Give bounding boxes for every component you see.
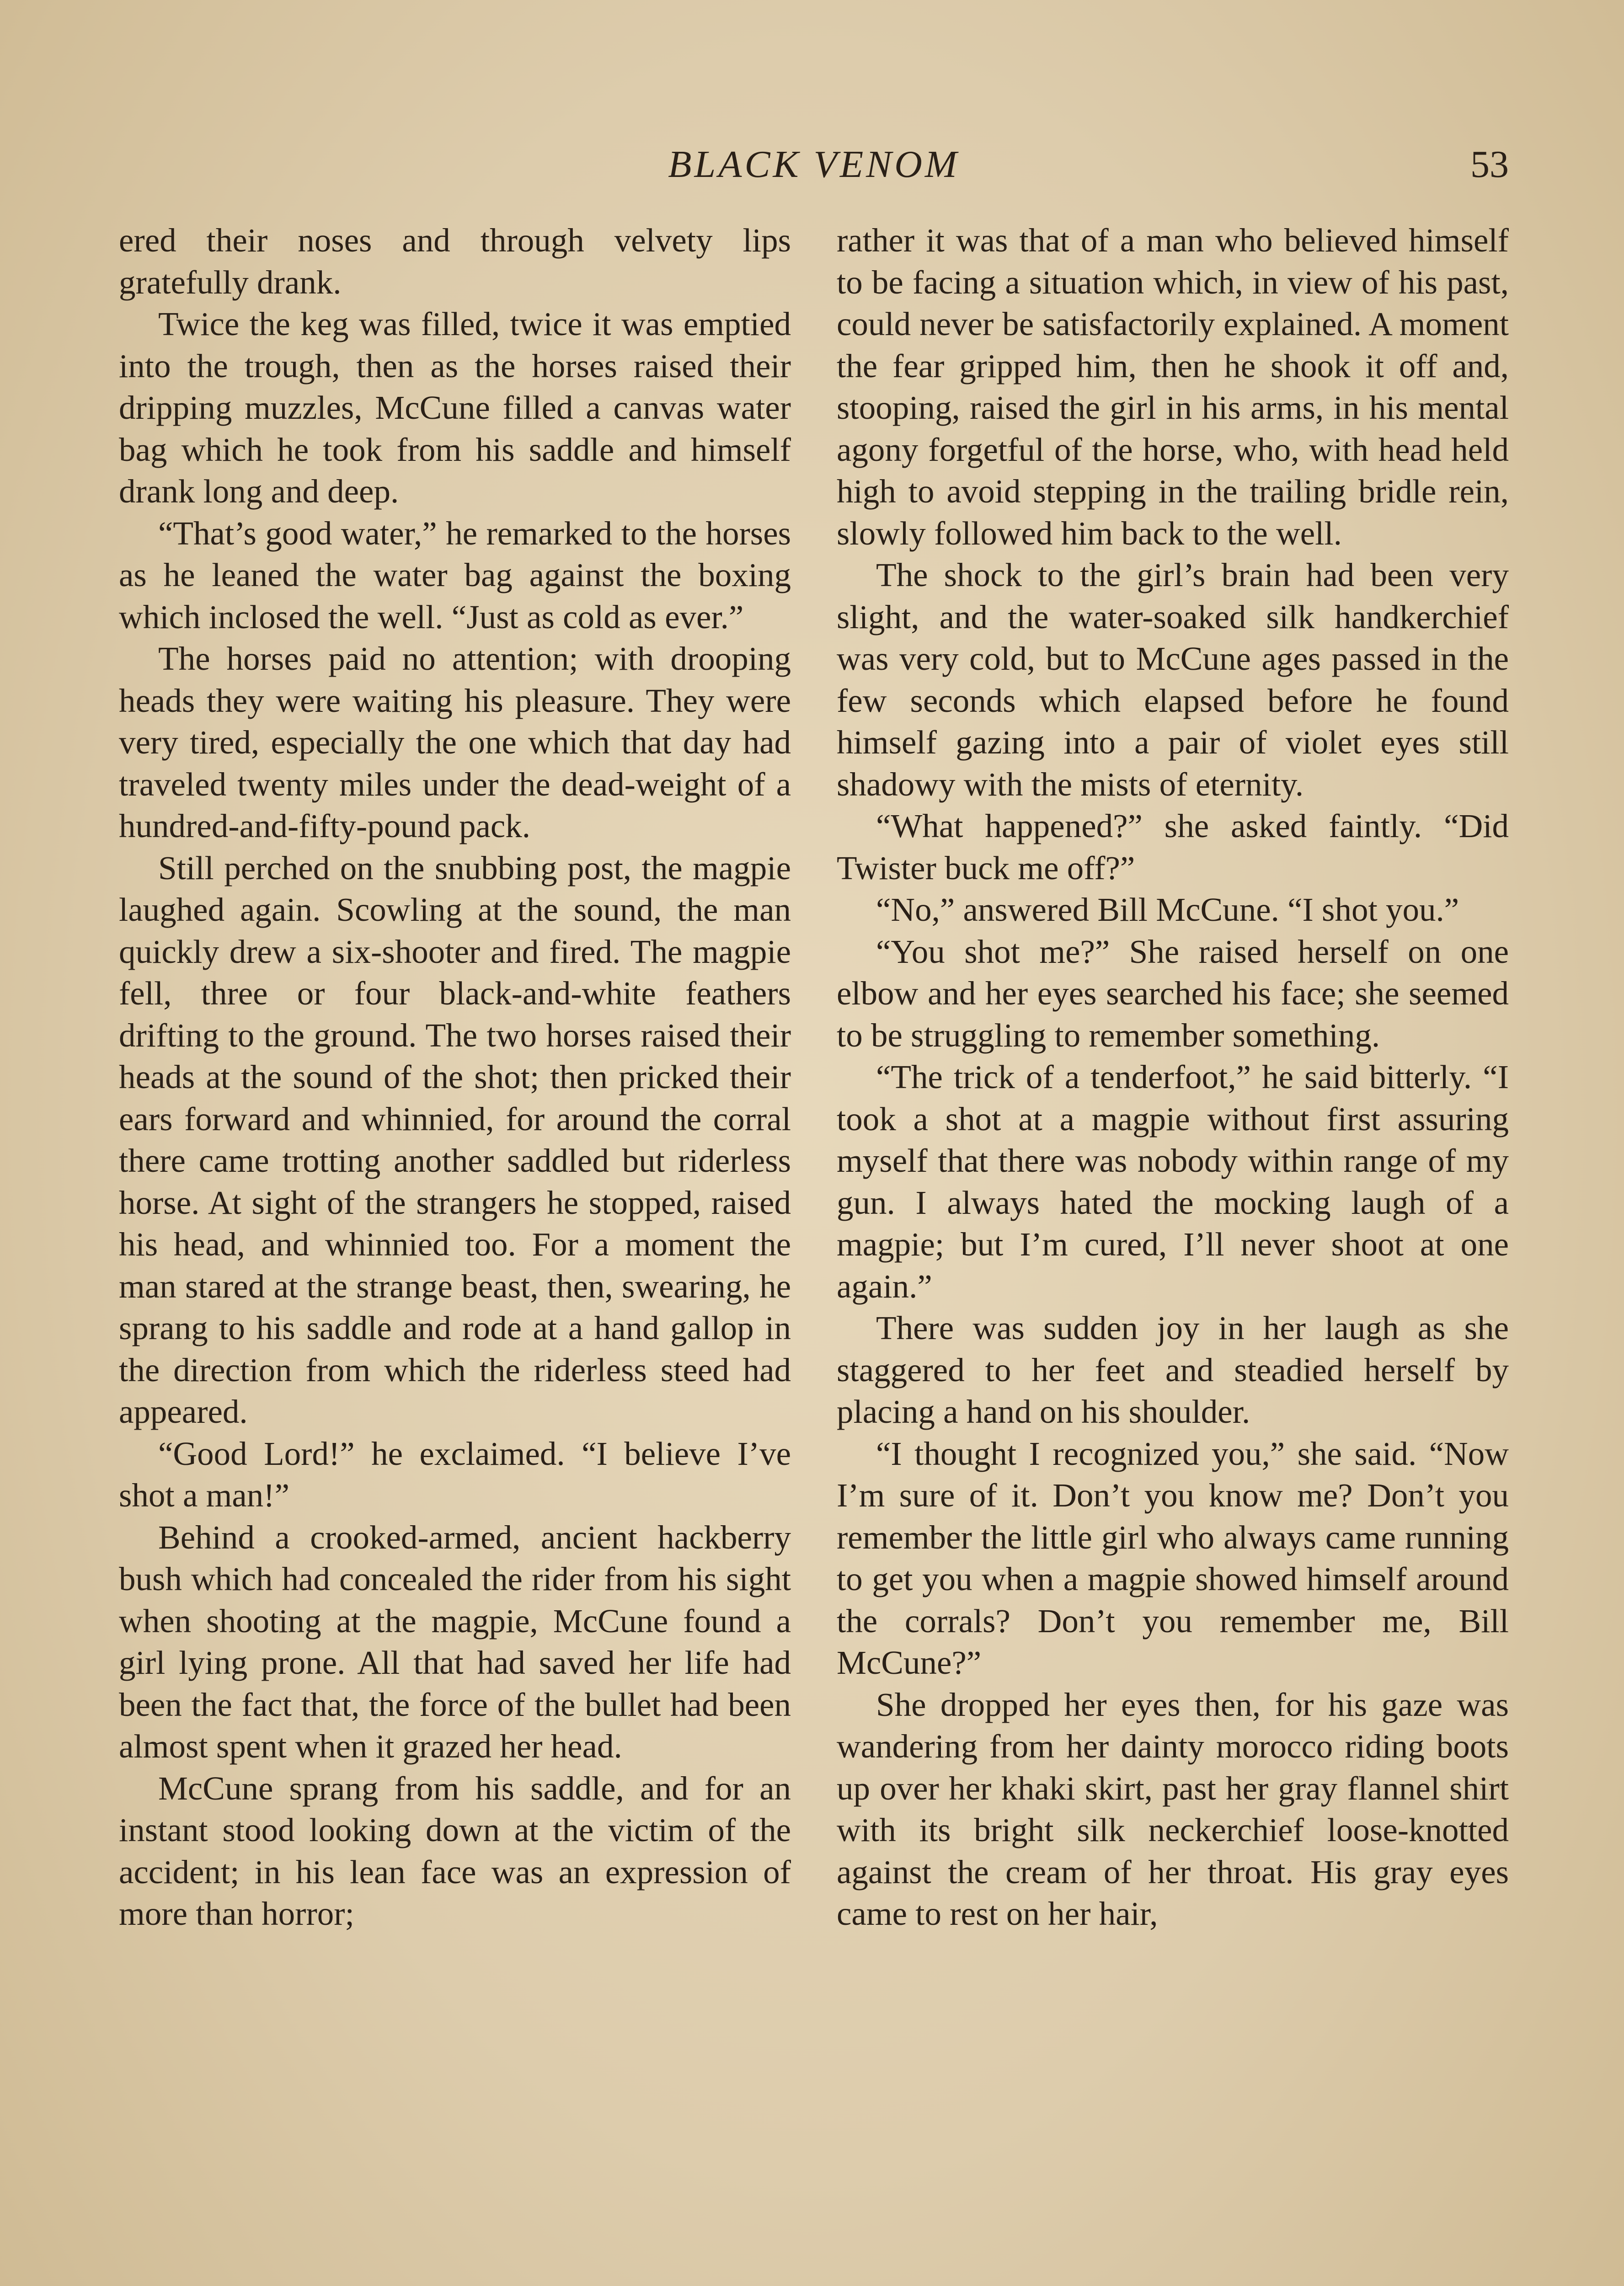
paragraph: “You shot me?” She raised herself on one elbow and her eyes searched his face; she seemed to be struggling to remember something. <box>837 933 1509 1054</box>
running-title: BLACK VENOM <box>668 143 960 186</box>
paragraph: Still perched on the snubbing post, the magpie laughed again. Scowling at the sound, the man quickly drew a six-shooter and fired. The magpie fell, three or four black-and-white feathers drifting to the ground. The two horses raised their heads at the sound of the shot; then pricked their ears forward and whinnied, for around the corral there came trotting another saddled but riderless horse. At sight of the strangers he stopped, raised his head, and whinnied too. For a moment the man stared at the strange beast, then, swearing, he sprang to his saddle and rode at a hand gallop in the direction from which the riderless steed had appeared. <box>119 849 791 1430</box>
paragraph: “No,” answered Bill McCune. “I shot you.” <box>876 891 1459 928</box>
text-columns <box>119 219 1509 2286</box>
paragraph: rather it was that of a man who believed himself to be facing a situation which, in view of his past, could never be satisfactorily explained. A moment the fear gripped him, then he shook it off and, stooping, raised the girl in his arms, in his mental agony forgetful of the horse, who, with head held high to avoid stepping in the trailing bridle rein, slowly followed him back to the well. <box>837 222 1509 552</box>
paragraph: There was sudden joy in her laugh as she staggered to her feet and steadied herself by placing a hand on his shoulder. <box>837 1309 1509 1430</box>
paragraph: Twice the keg was filled, twice it was emptied into the trough, then as the horses raised their dripping muzzles, McCune filled a canvas water bag which he took from his saddle and himself drank long and deep. <box>119 305 791 510</box>
paragraph: “What happened?” she asked faintly. “Did Twister buck me off?” <box>837 807 1509 887</box>
right-column <box>837 219 1509 2286</box>
paragraph: “I thought I recognized you,” she said. “Now I’m sure of it. Don’t you know me? Don’t you remember the little girl who always came running to get you when a magpie showed himself around the corrals? Don’t you remember me, Bill McCune?” <box>837 1435 1509 1681</box>
paragraph: McCune sprang from his saddle, and for an instant stood looking down at the victim of the accident; in his lean face was an expression of more than horror; <box>119 1769 791 1932</box>
paragraph: Behind a crooked-armed, ancient hackberry bush which had concealed the rider from his sight when shooting at the magpie, McCune found a girl lying prone. All that had saved her life had been the fact that, the force of the bullet had been almost spent when it grazed her head. <box>119 1518 791 1765</box>
paragraph: The shock to the girl’s brain had been very slight, and the water-soaked silk handkerchief was very cold, but to McCune ages passed in the few seconds which elapsed before he found himself gazing into a pair of violet eyes still shadowy with the mists of eternity. <box>837 556 1509 803</box>
page-header <box>119 137 1509 192</box>
paragraph: ered their noses and through velvety lips gratefully drank. <box>119 222 791 301</box>
paragraph: “The trick of a tenderfoot,” he said bitterly. “I took a shot at a magpie without first assuring myself that there was nobody within range of my gun. I always hated the mocking laugh of a magpie; but I’m cured, I’ll never shoot at one again.” <box>837 1058 1509 1305</box>
paragraph: The horses paid no attention; with drooping heads they were waiting his pleasure. They were very tired, especially the one which that day had traveled twenty miles under the dead-weight of a hundred-and-fifty-pound pack. <box>119 640 791 844</box>
paragraph: “Good Lord!” he exclaimed. “I believe I’ve shot a man!” <box>119 1435 791 1514</box>
left-column <box>119 219 791 2286</box>
paragraph: “That’s good water,” he remarked to the horses as he leaned the water bag against the boxing which inclosed the well. “Just as cold as ever.” <box>119 514 791 636</box>
page-number: 53 <box>1470 143 1509 186</box>
paragraph: She dropped her eyes then, for his gaze was wandering from her dainty morocco riding boots up over her khaki skirt, past her gray flannel shirt with its bright silk neckerchief loose-knotted against the cream of her throat. His gray eyes came to rest on her hair, <box>837 1686 1509 1932</box>
